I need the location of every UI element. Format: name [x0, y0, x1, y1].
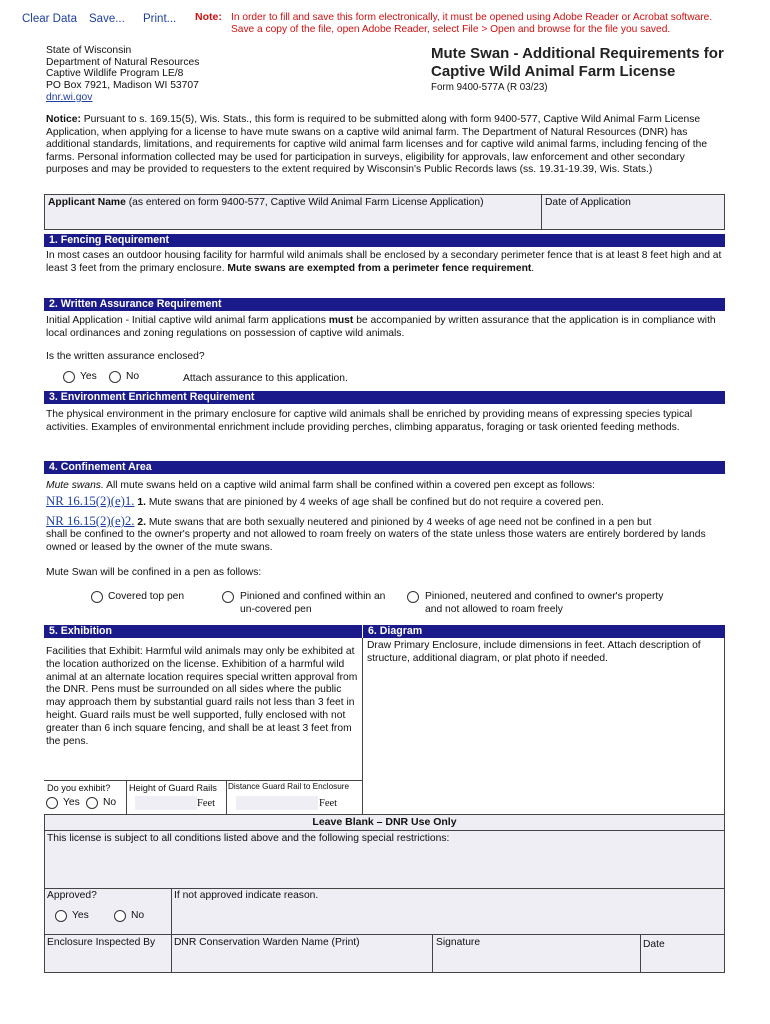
applicant-name-field[interactable]	[44, 194, 542, 230]
assurance-no-radio[interactable]	[109, 371, 121, 383]
uncovered-pen-label-1: Pinioned and confined within an	[240, 591, 386, 602]
exhibit-divider-1	[126, 780, 127, 814]
agency-department: Department of Natural Resources	[46, 56, 200, 68]
guard-rail-height-input[interactable]	[135, 796, 197, 810]
form-title-line-1: Mute Swan - Additional Requirements for	[431, 45, 724, 62]
assurance-question: Is the written assurance enclosed?	[46, 351, 205, 362]
uncovered-pen-radio[interactable]	[222, 591, 234, 603]
section-2-body-a: Initial Application - Initial captive wild animal farm applications	[46, 315, 329, 326]
agency-program: Captive Wildlife Program LE/8	[46, 68, 184, 80]
rule-1	[46, 494, 726, 509]
exhibit-no-radio[interactable]	[86, 797, 98, 809]
section-5-text: Facilities that Exhibit: Harmful wild animals may only be exhibited at the location authorized on the license. Exhibition of a harmful wild animal at an alternate location requires special written approval from the DNR. Pens must be surrounded on all sides where the public may approach them by substantial guard rails not less than 3 feet in height. Guard rails must be well supported, fully enclosed with not greater than 6 inch square fencing, and shall be at least 3 feet from the pens.	[46, 646, 358, 747]
covered-top-pen-radio[interactable]	[91, 591, 103, 603]
guard-rail-distance-label: Distance Guard Rail to Enclosure	[228, 782, 350, 791]
approved-divider	[171, 888, 172, 935]
section-4-header: 4. Confinement Area	[44, 461, 725, 474]
section-6-header: 6. Diagram	[363, 625, 725, 638]
assurance-yes-label: Yes	[80, 371, 97, 382]
approved-label: Approved?	[47, 890, 97, 901]
inspected-divider	[171, 934, 172, 973]
approval-divider	[44, 934, 725, 935]
feet-label-2: Feet	[319, 798, 338, 809]
section-3-header: 3. Environment Enrichment Requirement	[44, 391, 725, 404]
rule-1-text: Mute swans that are pinioned by 4 weeks of age shall be confined but do not require a covered pen.	[145, 497, 604, 508]
rule-2	[46, 514, 726, 529]
notice-label: Notice:	[46, 114, 81, 125]
section-2-header: 2. Written Assurance Requirement	[44, 298, 725, 311]
form-title-line-2: Captive Wild Animal Farm License	[431, 62, 676, 80]
agency-state: State of Wisconsin	[46, 45, 132, 56]
save-button[interactable]: Save...	[89, 13, 125, 25]
rule-1-link[interactable]: NR 16.15(2)(e)1.	[46, 494, 135, 508]
rule-2-number: 2.	[134, 517, 146, 528]
section-1-body: In most cases an outdoor housing facility for harmful wild animals shall be enclosed by a secondary perimeter fence that is at least 8 feet high and at least 3 feet from the primary enclosure.	[46, 250, 722, 274]
section-2-body-b: be accompanied by written assurance that the application is in compliance with local ordinances and zoning regulations on possession of captive wild animals.	[46, 315, 716, 339]
exhibit-divider-2	[226, 780, 227, 814]
section-1-end: .	[531, 262, 535, 274]
uncovered-pen-label	[240, 591, 385, 616]
rule-2-text-a: Mute swans that are both sexually neutered and pinioned by 4 weeks of age need not be confined in a pen but	[145, 517, 652, 528]
agency-address: PO Box 7921, Madison WI 53707	[46, 80, 199, 92]
section-1-text	[46, 250, 726, 275]
section-4-intro-italic: Mute swans.	[46, 480, 104, 491]
assurance-no-label: No	[126, 371, 140, 382]
guard-rail-distance-input[interactable]	[236, 796, 318, 810]
print-button[interactable]: Print...	[143, 13, 177, 25]
warden-name-field[interactable]: DNR Conservation Warden Name (Print)	[174, 937, 360, 948]
rule-2-link[interactable]: NR 16.15(2)(e)2.	[46, 514, 135, 528]
note-line-2: Save a copy of the file, open Adobe Reader, select File > Open and browse for the file you saved.	[231, 24, 671, 35]
not-approved-reason-field[interactable]: If not approved indicate reason.	[174, 890, 319, 901]
rule-2-text-b: shall be confined to the owner's property and not allowed to roam freely on waters of the state unless those waters are entirely bordered by lands owned or leased by the owner of the mute swans.	[46, 529, 706, 553]
application-date-field[interactable]	[541, 194, 725, 230]
signature-divider	[640, 934, 641, 973]
owner-property-label-1: Pinioned, neutered and confined to owner's property	[425, 591, 664, 602]
guard-rail-height-label: Height of Guard Rails	[129, 783, 217, 793]
applicant-name-label-bold: Applicant Name	[48, 197, 126, 208]
exhibit-yes-label: Yes	[63, 797, 80, 808]
rule-1-number: 1.	[134, 497, 146, 508]
special-restrictions-label[interactable]: This license is subject to all conditions listed above and the following special restrictions:	[47, 833, 450, 844]
form-number: Form 9400-577A (R 03/23)	[431, 82, 548, 93]
signature-field[interactable]: Signature	[436, 937, 481, 948]
section-4-intro	[46, 480, 726, 493]
dnr-use-only-title: Leave Blank – DNR Use Only	[312, 816, 457, 828]
notice-paragraph	[46, 114, 718, 177]
enclosure-inspected-label: Enclosure Inspected By	[47, 937, 156, 948]
date-field[interactable]: Date	[643, 939, 665, 950]
feet-label-1: Feet	[197, 798, 216, 809]
section-3-text: The physical environment in the primary enclosure for captive wild animals shall be enriched by providing means of expressing species typical activities. Examples of environmental enrichment include providing perches, climbing apparatus, foraging or task oriented feeding methods.	[46, 409, 693, 433]
owner-property-label	[425, 591, 663, 616]
applicant-name-label	[45, 195, 541, 210]
section-5-header: 5. Exhibition	[44, 625, 362, 638]
approved-no-label: No	[131, 910, 145, 921]
section-1-header: 1. Fencing Requirement	[44, 234, 725, 247]
section-1-exemption: Mute swans are exempted from a perimeter fence requirement	[227, 262, 532, 274]
owner-property-radio[interactable]	[407, 591, 419, 603]
pen-prompt: Mute Swan will be confined in a pen as follows:	[46, 567, 262, 578]
application-date-label: Date of Application	[545, 197, 631, 208]
attach-assurance-text: Attach assurance to this application.	[183, 373, 348, 384]
assurance-yes-radio[interactable]	[63, 371, 75, 383]
note-label: Note:	[195, 11, 222, 23]
note-line-1: In order to fill and save this form electronically, it must be opened using Adobe Reader or Acrobat software.	[231, 12, 713, 23]
approved-yes-label: Yes	[72, 910, 89, 921]
exhibit-yes-radio[interactable]	[46, 797, 58, 809]
dnr-website-link[interactable]: dnr.wi.gov	[46, 91, 93, 103]
applicant-name-hint: (as entered on form 9400-577, Captive Wild Animal Farm License Application)	[125, 197, 484, 208]
diagram-drawing-area[interactable]	[362, 638, 725, 814]
section-2-text	[46, 315, 726, 340]
restrictions-divider	[44, 888, 725, 889]
clear-data-button[interactable]: Clear Data	[22, 13, 77, 25]
uncovered-pen-label-2: un-covered pen	[240, 603, 312, 615]
warden-divider	[432, 934, 433, 973]
dnr-title-divider	[44, 830, 725, 831]
approved-yes-radio[interactable]	[55, 910, 67, 922]
approved-no-radio[interactable]	[114, 910, 126, 922]
notice-text: Pursuant to s. 169.15(5), Wis. Stats., this form is required to be submitted along with form 9400-577, Captive Wild Animal Farm License Application, when applying for a license to have mute swans on a captive wild animal farm. The Department of Natural Resources (DNR) has additional standards, limitations, and requirements for captive wild animal farm licenses and for captive wild animal farms, including fencing of the farms. Personal information collected may be used for participation in surveys, eligibility for approvals, law enforcement and other secondary purposes and may be provided to requesters to the extent required by Wisconsin's Public Records laws (ss. 19.31-19.39, Wis. Stats.)	[46, 114, 708, 176]
agency-block	[46, 45, 199, 104]
covered-top-pen-label: Covered top pen	[108, 591, 185, 602]
section-4-intro-text: All mute swans held on a captive wild animal farm shall be confined within a covered pen except as follows:	[103, 480, 595, 491]
form-title	[431, 45, 724, 80]
do-you-exhibit-label: Do you exhibit?	[47, 783, 111, 793]
exhibit-no-label: No	[103, 797, 117, 808]
owner-property-label-2: and not allowed to roam freely	[425, 603, 563, 615]
section-2-must: must	[328, 315, 354, 326]
section-6-text: Draw Primary Enclosure, include dimensions in feet. Attach description of structure, additional diagram, or plat photo if needed.	[367, 640, 701, 664]
